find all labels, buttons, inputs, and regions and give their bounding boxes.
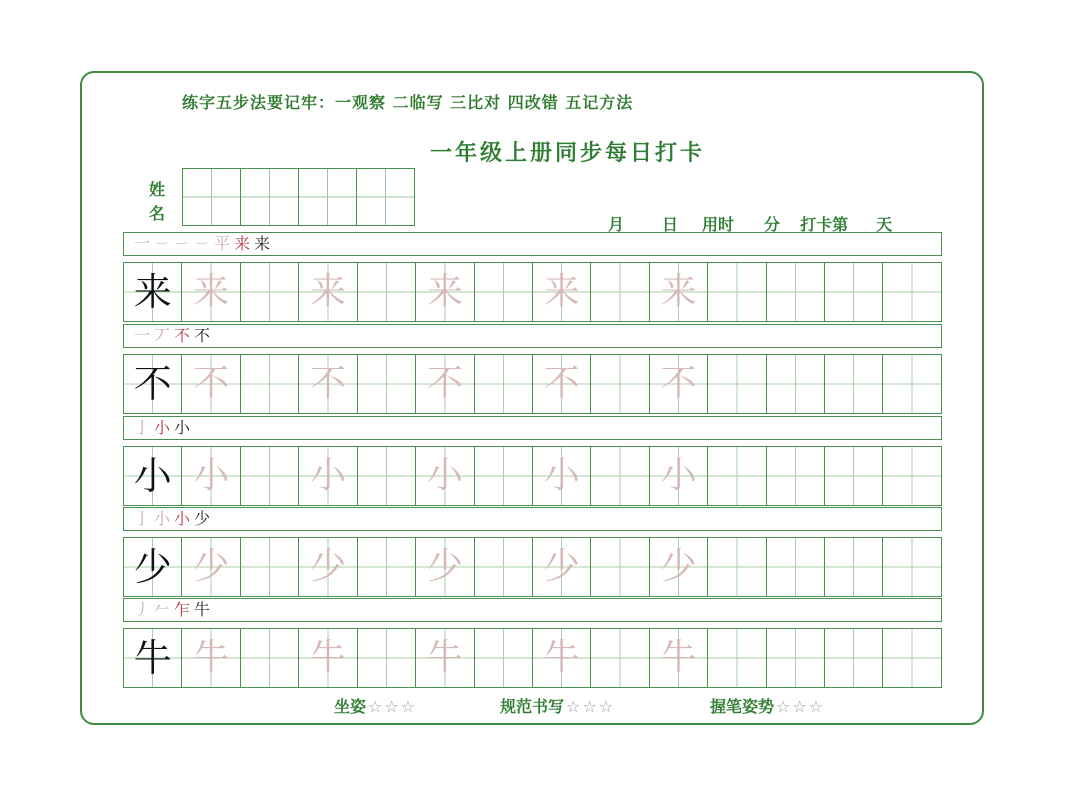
- writing-cell[interactable]: [883, 263, 940, 321]
- trace-character: 牛: [660, 637, 697, 678]
- stroke-step: 小: [174, 418, 191, 437]
- practice-block: [123, 324, 942, 414]
- stroke-step: 来: [254, 234, 271, 253]
- writing-cell[interactable]: [241, 538, 299, 596]
- stroke-step: 丿: [134, 600, 151, 619]
- footer-label: 规范书写: [500, 697, 565, 716]
- trace-character: 不: [660, 363, 697, 404]
- name-cell[interactable]: [299, 169, 357, 225]
- name-cell[interactable]: [241, 169, 299, 225]
- writing-cell[interactable]: [767, 629, 825, 687]
- writing-cell[interactable]: [416, 538, 474, 596]
- stroke-step: 𠂉: [154, 600, 171, 619]
- writing-cell[interactable]: [416, 447, 474, 505]
- writing-cell[interactable]: [416, 263, 474, 321]
- writing-cell[interactable]: [475, 629, 533, 687]
- trace-character: 小: [543, 455, 580, 496]
- writing-cell[interactable]: [299, 629, 357, 687]
- writing-cell[interactable]: [358, 629, 416, 687]
- model-character: 牛: [133, 636, 172, 680]
- trace-character: 不: [426, 363, 463, 404]
- writing-cell[interactable]: [650, 263, 708, 321]
- trace-character: 牛: [309, 637, 346, 678]
- writing-cell[interactable]: [708, 629, 766, 687]
- model-character: 少: [133, 545, 172, 589]
- writing-cell[interactable]: [650, 629, 708, 687]
- writing-cell[interactable]: [650, 355, 708, 413]
- writing-cell[interactable]: [182, 263, 240, 321]
- writing-cell[interactable]: [182, 447, 240, 505]
- writing-cell[interactable]: [124, 629, 182, 687]
- writing-cell[interactable]: [358, 355, 416, 413]
- writing-grid-row: [123, 537, 942, 597]
- writing-cell[interactable]: [533, 447, 591, 505]
- writing-cell[interactable]: [883, 447, 940, 505]
- writing-cell[interactable]: [825, 447, 883, 505]
- stroke-step: 小: [154, 509, 171, 528]
- writing-cell[interactable]: [241, 263, 299, 321]
- writing-cell[interactable]: [767, 538, 825, 596]
- footer-sitting: [334, 694, 417, 717]
- model-character: 小: [133, 454, 172, 498]
- method-line: 练字五步法要记牢：一观察 二临写 三比对 四改错 五记方法: [182, 93, 634, 112]
- writing-cell[interactable]: [533, 263, 591, 321]
- trace-character: 小: [193, 455, 230, 496]
- practice-block: [123, 232, 942, 322]
- date-field-minutes: 分: [764, 215, 781, 234]
- trace-character: 少: [426, 546, 463, 587]
- practice-block: [123, 416, 942, 506]
- trace-character: 来: [426, 271, 463, 312]
- stroke-order-row: [123, 507, 942, 531]
- trace-character: 少: [543, 546, 580, 587]
- writing-cell[interactable]: [767, 447, 825, 505]
- name-cell[interactable]: [357, 169, 414, 225]
- name-writing-grid[interactable]: [182, 168, 415, 226]
- writing-cell[interactable]: [241, 355, 299, 413]
- writing-cell[interactable]: [883, 629, 940, 687]
- writing-cell[interactable]: [358, 538, 416, 596]
- writing-cell[interactable]: [767, 263, 825, 321]
- writing-cell[interactable]: [475, 538, 533, 596]
- trace-character: 来: [660, 271, 697, 312]
- trace-character: 小: [309, 455, 346, 496]
- trace-character: 小: [426, 455, 463, 496]
- writing-cell[interactable]: [475, 447, 533, 505]
- writing-cell[interactable]: [825, 538, 883, 596]
- writing-cell[interactable]: [591, 263, 649, 321]
- writing-cell[interactable]: [708, 538, 766, 596]
- writing-cell[interactable]: [825, 355, 883, 413]
- stroke-order-row: [123, 598, 942, 622]
- date-field-time-used: 用时: [702, 215, 735, 234]
- writing-cell[interactable]: [475, 355, 533, 413]
- name-label: [146, 178, 168, 226]
- writing-cell[interactable]: [416, 355, 474, 413]
- trace-character: 来: [193, 271, 230, 312]
- name-label-char-2: 名: [148, 204, 165, 223]
- trace-character: 牛: [426, 637, 463, 678]
- writing-cell[interactable]: [475, 263, 533, 321]
- writing-cell[interactable]: [591, 538, 649, 596]
- writing-grid-row: [123, 354, 942, 414]
- writing-cell[interactable]: [182, 538, 240, 596]
- stroke-order-row: [123, 416, 942, 440]
- name-cell[interactable]: [183, 169, 241, 225]
- writing-cell[interactable]: [708, 263, 766, 321]
- footer-grip: [710, 694, 825, 717]
- writing-cell[interactable]: [182, 629, 240, 687]
- date-field-checkin: 打卡第: [800, 215, 849, 234]
- stroke-step: 丆: [154, 326, 171, 345]
- writing-cell[interactable]: [182, 355, 240, 413]
- star-rating[interactable]: ☆☆☆: [566, 697, 616, 716]
- writing-cell[interactable]: [533, 538, 591, 596]
- stroke-step: 少: [194, 509, 211, 528]
- writing-cell[interactable]: [767, 355, 825, 413]
- trace-character: 小: [660, 455, 697, 496]
- trace-character: 不: [309, 363, 346, 404]
- writing-cell[interactable]: [358, 447, 416, 505]
- writing-cell[interactable]: [591, 355, 649, 413]
- writing-cell[interactable]: [124, 263, 182, 321]
- writing-grid-row: [123, 446, 942, 506]
- practice-block: [123, 507, 942, 597]
- stroke-order-row: [123, 232, 942, 256]
- writing-cell[interactable]: [708, 447, 766, 505]
- stroke-step: 牛: [194, 600, 211, 619]
- writing-cell[interactable]: [591, 629, 649, 687]
- name-label-char-1: 姓: [148, 180, 165, 199]
- writing-cell[interactable]: [883, 538, 940, 596]
- writing-cell[interactable]: [124, 538, 182, 596]
- stroke-step: 来: [234, 234, 251, 253]
- writing-cell[interactable]: [533, 355, 591, 413]
- writing-cell[interactable]: [825, 629, 883, 687]
- writing-cell[interactable]: [299, 447, 357, 505]
- trace-character: 牛: [193, 637, 230, 678]
- footer-label: 握笔姿势: [710, 697, 775, 716]
- practice-block: [123, 598, 942, 688]
- stroke-step: 一: [134, 326, 151, 345]
- stroke-step: 亅: [134, 509, 151, 528]
- writing-cell[interactable]: [825, 263, 883, 321]
- star-rating[interactable]: ☆☆☆: [776, 697, 826, 716]
- writing-cell[interactable]: [124, 355, 182, 413]
- writing-cell[interactable]: [883, 355, 940, 413]
- writing-cell[interactable]: [299, 355, 357, 413]
- trace-character: 牛: [543, 637, 580, 678]
- trace-character: 不: [193, 363, 230, 404]
- trace-character: 少: [193, 546, 230, 587]
- stroke-step: 小: [174, 509, 191, 528]
- page-title: 一年级上册同步每日打卡: [430, 141, 706, 166]
- writing-cell[interactable]: [650, 447, 708, 505]
- trace-character: 少: [660, 546, 697, 587]
- writing-grid-row: [123, 262, 942, 322]
- footer-writing: [500, 694, 615, 717]
- stroke-step: 小: [154, 418, 171, 437]
- trace-character: 来: [309, 271, 346, 312]
- writing-cell[interactable]: [533, 629, 591, 687]
- stroke-step: 一: [134, 234, 151, 253]
- writing-cell[interactable]: [241, 447, 299, 505]
- writing-cell[interactable]: [299, 263, 357, 321]
- stroke-step: ㄧ: [174, 234, 191, 253]
- stroke-step: 平: [214, 234, 231, 253]
- date-field-month: 月: [608, 215, 625, 234]
- star-rating[interactable]: ☆☆☆: [368, 697, 418, 716]
- writing-cell[interactable]: [358, 263, 416, 321]
- writing-grid-row: [123, 628, 942, 688]
- trace-character: 不: [543, 363, 580, 404]
- stroke-step: ㄧ: [154, 234, 171, 253]
- date-field-day: 日: [662, 215, 679, 234]
- stroke-order-row: [123, 324, 942, 348]
- footer-label: 坐姿: [334, 697, 367, 716]
- writing-cell[interactable]: [591, 447, 649, 505]
- writing-cell[interactable]: [708, 355, 766, 413]
- stroke-step: 亅: [134, 418, 151, 437]
- trace-character: 来: [543, 271, 580, 312]
- model-character: 来: [133, 270, 172, 314]
- writing-cell[interactable]: [241, 629, 299, 687]
- stroke-step: 不: [174, 326, 191, 345]
- trace-character: 少: [309, 546, 346, 587]
- writing-cell[interactable]: [299, 538, 357, 596]
- stroke-step: 乍: [174, 600, 191, 619]
- stroke-step: 不: [194, 326, 211, 345]
- stroke-step: ㄧ: [194, 234, 211, 253]
- writing-cell[interactable]: [416, 629, 474, 687]
- writing-cell[interactable]: [124, 447, 182, 505]
- model-character: 不: [133, 362, 172, 406]
- date-field-days: 天: [876, 215, 893, 234]
- writing-cell[interactable]: [650, 538, 708, 596]
